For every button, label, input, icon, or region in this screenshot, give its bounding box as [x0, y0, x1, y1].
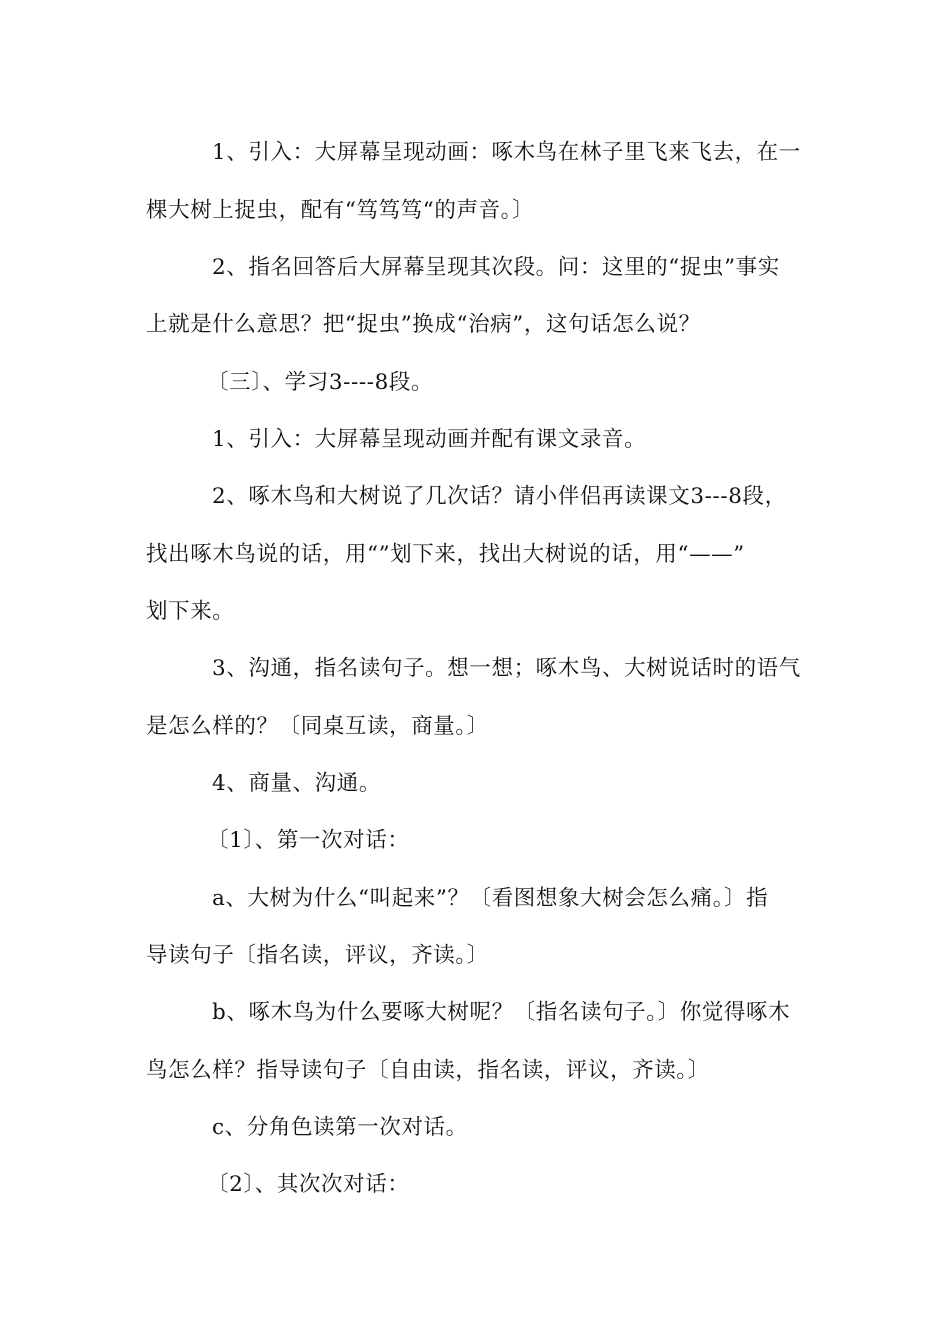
text-line: 是怎么样的？〔同桌互读，商量。〕: [146, 714, 489, 739]
text-line: 3、沟通，指名读句子。想一想；啄木鸟、大树说话时的语气: [212, 656, 801, 681]
text-line: 上就是什么意思？把“捉虫”换成“治病”，这句话怎么说？: [146, 312, 701, 337]
text-line: 〔1〕、第一次对话：: [207, 828, 410, 853]
text-line: 〔2〕、其次次对话：: [207, 1172, 410, 1197]
text-line: 1、引入：大屏幕呈现动画并配有课文录音。: [212, 427, 647, 452]
text-line: 2、指名回答后大屏幕呈现其次段。问：这里的“捉虫”事实: [212, 255, 780, 280]
text-line: 棵大树上捉虫，配有“笃笃笃“的声音。〕: [146, 198, 535, 223]
text-line: 4、商量、沟通。: [212, 771, 381, 796]
text-line: a、大树为什么“叫起来”？〔看图想象大树会怎么痛。〕指: [212, 886, 769, 911]
text-line: 1、引入：大屏幕呈现动画：啄木鸟在林子里飞来飞去，在一: [212, 140, 801, 165]
text-line: 2、啄木鸟和大树说了几次话？请小伴侣再读课文3---8段，: [212, 484, 787, 509]
text-line: 找出啄木鸟说的话，用“”划下来，找出大树说的话，用“——”: [146, 542, 745, 567]
text-line: 划下来。: [146, 599, 235, 624]
text-line: c、分角色读第一次对话。: [212, 1115, 468, 1140]
text-line: b、啄木鸟为什么要啄大树呢？〔指名读句子。〕你觉得啄木: [212, 1000, 791, 1025]
text-line: 导读句子〔指名读，评议，齐读。〕: [146, 943, 489, 968]
text-line: 〔三〕、学习3----8段。: [207, 370, 434, 395]
text-line: 鸟怎么样？指导读句子〔自由读，指名读，评议，齐读。〕: [146, 1058, 710, 1083]
